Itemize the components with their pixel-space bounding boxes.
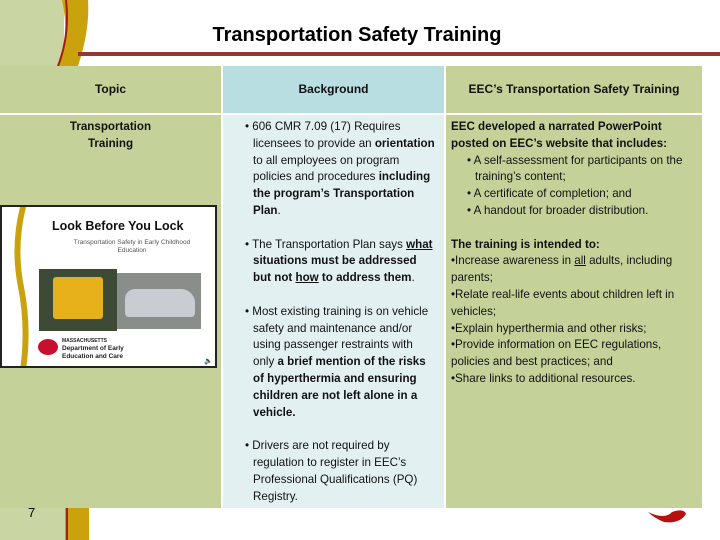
topic-text: Transportation Training [69,120,152,150]
text-run: a brief mention of the risks of hyperthermia and ensuring children are not left alone in a vehicle. [253,355,426,419]
text-run: adults, including parents; [451,254,673,285]
intended-heading: The training is intended to: [451,237,600,251]
training-cell [446,115,702,508]
text-run: Most existing training is on vehicle safety and maintenance and/or using passenger restraints with only [252,304,429,369]
intended-item [451,321,698,338]
school-bus-photo [39,269,117,331]
header-background: Background [223,66,444,113]
background-bullet: • Most existing training is on vehicle safety and maintenance and/or using passenger restraints with only a brief mention of the risks of hyperthermia and ensuring children are not left alone in a vehicle. [245,304,429,419]
intended-item [451,337,698,371]
org-name: Department of Early Education and Care [62,345,124,360]
org-small: MASSACHUSETTS [62,338,108,344]
text-run: orientation [374,136,435,150]
thumb-decoration [2,207,32,368]
intended-item [451,371,698,388]
text-run: . [411,271,415,285]
training-intro: EEC developed a narrated PowerPoint posted on EEC’s website that includes: [451,120,668,150]
text-run: . [277,203,281,217]
text-run: •Relate real-life events about children left in vehicles; [451,287,675,318]
van-photo [117,273,201,329]
training-thumbnail[interactable] [0,205,217,368]
speaker-icon[interactable]: 🔈 [204,358,213,365]
includes-item: • A certificate of completion; and [467,187,632,201]
includes-item: • A handout for broader distribution. [467,203,649,217]
page-number: 7 [28,505,36,520]
background-bullet: • Drivers are not required by regulation to register in EEC’s Professional Qualifications (PQ) Registry. [245,439,418,503]
slide-title: Transportation Safety Training [212,24,502,46]
title-underline [78,52,720,56]
text-run: to all employees on program policies and procedures [253,153,400,184]
includes-item: • A self-assessment for participants on the training’s content; [467,153,683,184]
background-bullet: • The Transportation Plan says what situations must be addressed but not how to address them. [245,237,433,285]
text-run: 606 CMR 7.09 (17) Requires licensees to provide an [252,120,401,150]
header-topic: Topic [0,66,221,113]
text-run: •Increase awareness in [451,254,575,268]
text-run: to address them [318,271,412,285]
red-swoosh [648,510,686,522]
text-run: •Share links to additional resources. [451,371,636,385]
text-run: how [295,271,319,285]
text-run: situations must be addressed but not [253,254,417,285]
intended-item [451,253,698,287]
text-run: what [406,237,433,251]
background-cell [223,115,444,508]
text-run: •Explain hyperthermia and other risks; [451,321,647,335]
thumb-title: Look Before You Lock [52,219,184,233]
text-run: including the program’s Transportation Plan [253,170,431,217]
eec-logo [38,339,58,355]
text-run: Drivers are not required by regulation to register in EEC’s Professional Qualifications (PQ) Registry. [252,439,418,503]
header-training: EEC’s Transportation Safety Training [446,66,702,113]
text-run: all [574,254,586,268]
intended-item [451,287,698,321]
thumb-subtitle: Transportation Safety in Early Childhood Education [73,239,191,254]
background-bullet: • 606 CMR 7.09 (17) Requires licensees to provide an orientation to all employees on program policies and procedures including the program’s Transportation Plan. [245,120,435,217]
text-run: The Transportation Plan says [252,237,407,251]
text-run: •Provide information on EEC regulations, policies and best practices; and [451,338,662,369]
